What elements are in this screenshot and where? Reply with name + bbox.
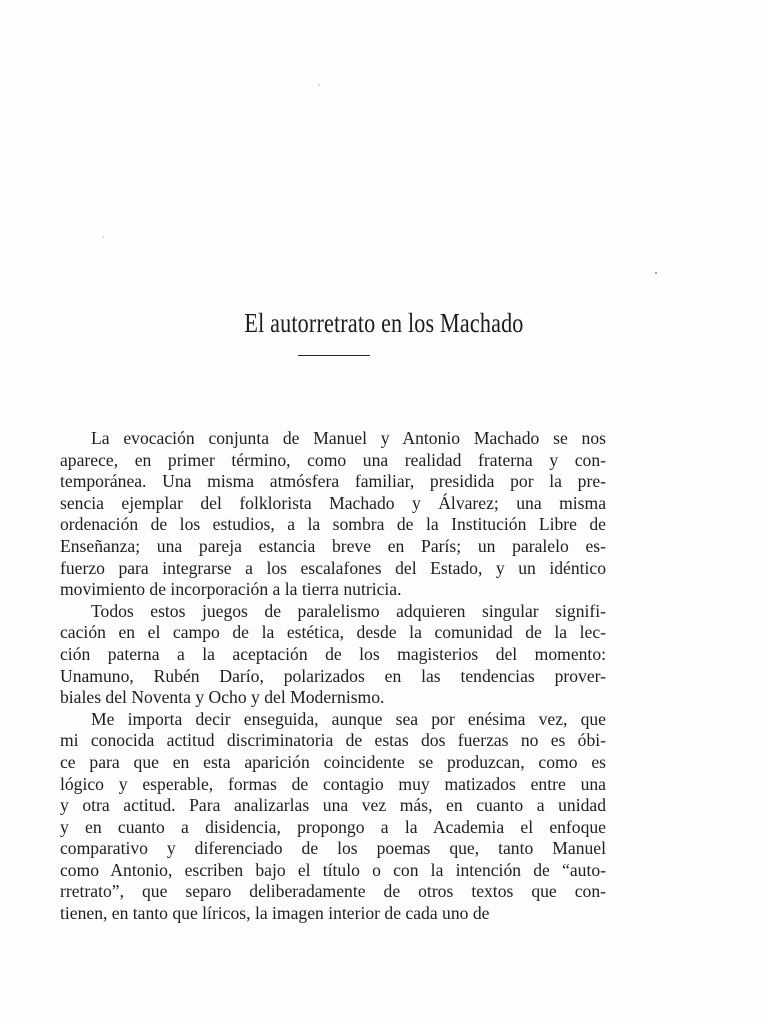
text-line: ce para que en esta aparición coincidente se produzcan, como es [60,751,606,772]
title-divider [298,355,370,356]
paragraph [60,709,606,925]
scan-speck [655,272,657,274]
text-line: temporánea. Una misma atmósfera familiar, presidida por la pre- [60,471,606,492]
text-line: rretrato”, que separo deliberadamente de otros textos que con- [60,881,606,902]
text-line: cación en el campo de la estética, desde la comunidad de la lec- [60,622,606,643]
text-line: Enseñanza; una pareja estancia breve en París; un paralelo es- [60,535,606,556]
scan-speck [102,236,104,238]
text-line: lógico y esperable, formas de contagio muy matizados entre una [60,773,606,794]
paragraph [60,601,606,709]
text-line: aparece, en primer término, como una realidad fraterna y con- [60,449,606,470]
text-line: biales del Noventa y Ocho y del Modernismo. [60,687,385,708]
chapter-title: El autorretrato en los Machado [244,308,524,338]
text-line: movimiento de incorporación a la tierra nutricia. [60,579,402,600]
text-line: comparativo y diferenciado de los poemas que, tanto Manuel [60,838,606,859]
text-line: mi conocida actitud discriminatoria de estas dos fuerzas no es óbi- [60,730,606,751]
text-line: y en cuanto a disidencia, propongo a la Academia el enfoque [60,816,606,837]
text-line: fuerzo para integrarse a los escalafones del Estado, y un idéntico [60,557,606,578]
text-line: ordenación de los estudios, a la sombra de la Institución Libre de [60,514,606,535]
text-line: sencia ejemplar del folklorista Machado y Álvarez; una misma [60,492,606,513]
paragraph [60,428,606,601]
text-line: y otra actitud. Para analizarlas una vez más, en cuanto a unidad [60,795,606,816]
text-line: como Antonio, escriben bajo el título o con la intención de “auto- [60,859,606,880]
text-line: La evocación conjunta de Manuel y Antonio Machado se nos [91,428,606,448]
text-line: Unamuno, Rubén Darío, polarizados en las tendencias prover- [60,665,606,686]
text-line: Todos estos juegos de paralelismo adquieren singular signifi- [91,600,606,621]
text-line: ción paterna a la aceptación de los magisterios del momento: [60,643,606,664]
text-line: tienen, en tanto que líricos, la imagen interior de cada uno de [60,903,490,924]
text-line: Me importa decir enseguida, aunque sea por enésima vez, que [91,708,606,729]
scan-speck [318,84,320,86]
body-text [60,428,606,925]
